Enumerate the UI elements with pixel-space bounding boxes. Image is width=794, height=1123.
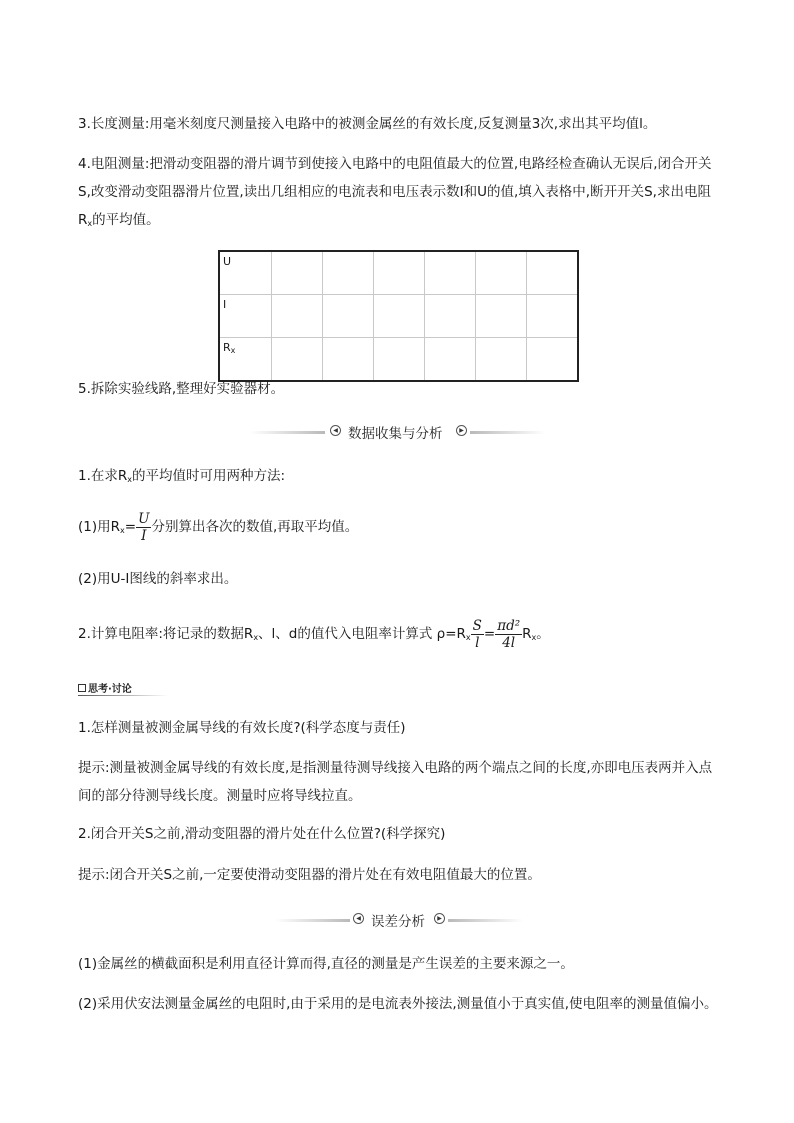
step-dismantle: 5.拆除实验线路,整理好实验器材。 [78, 381, 285, 397]
analysis-item-1: 1.在求$R_x$的平均值时可用两种方法: [78, 468, 286, 484]
section-error-analysis [250, 910, 545, 930]
analysis-method-2: (2)用U-I图线的斜率求出。 [78, 571, 238, 587]
fraction-u-over-i: $\frac{U}{I}$ [138, 510, 150, 544]
right-arrow-icon: ▶ [456, 425, 467, 436]
square-icon [78, 684, 86, 692]
table-row [219, 295, 578, 338]
row-label-rx: $R_x$ [219, 338, 272, 382]
step-resistance: 4.电阻测量:把滑动变阻器的滑片调节到使接入电路中的电阻值最大的位置,电路经检查确认无误后,闭合开关S,改变滑动变阻器滑片位置,读出几组相应的电流表和电压表示数I和U的值,填入表格中,断开开关S,求出电阻$R_x$的平均值。 [78, 156, 712, 228]
section-data-analysis [250, 422, 545, 442]
analysis-method-1: (1)用$R_x=$ $\frac{U}{I}$ 分别算出各次的数值,再取平均值。 [78, 510, 359, 544]
error-item-2: (2)采用伏安法测量金属丝的电阻时,由于采用的是电流表外接法,测量值小于真实值,使电阻率的测量值偏小。 [78, 996, 718, 1012]
error-item-1: (1)金属丝的横截面积是利用直径计算而得,直径的测量是产生误差的主要来源之一。 [78, 956, 574, 972]
section-title: 误差分析 [371, 914, 425, 930]
discussion-a1: 提示:测量被测金属导线的有效长度,是指测量待测导线接入电路的两个端点之间的长度,亦即电压表两并入点间的部分待测导线长度。测量时应将导线拉直。 [78, 760, 713, 804]
left-arrow-icon: ◀ [330, 425, 341, 436]
left-arrow-icon: ◀ [353, 913, 364, 924]
row-label-u: U [219, 251, 272, 295]
row-label-i: I [219, 295, 272, 338]
discussion-a2: 提示:闭合开关S之前,一定要使滑动变阻器的滑片处在有效电阻值最大的位置。 [78, 867, 541, 883]
discussion-q1: 1.怎样测量被测金属导线的有效长度?(科学态度与责任) [78, 720, 406, 736]
discussion-tag: 思考·讨论 [78, 680, 132, 695]
discussion-q2: 2.闭合开关S之前,滑动变阻器的滑片处在什么位置?(科学探究) [78, 826, 446, 842]
data-table [218, 250, 579, 382]
section-title: 数据收集与分析 [348, 426, 443, 442]
right-arrow-icon: ▶ [434, 913, 445, 924]
analysis-item-2: 2.计算电阻率:将记录的数据$R_x$、l、d的值代入电阻率计算式 $\rho=R_x$ $\frac{S}{l}$ = $\frac{\text{πd²}}{4l}$ $R_x$。 [78, 617, 550, 651]
fraction-pi-d-squared: $\frac{\text{πd²}}{4l}$ [497, 617, 521, 651]
table-row [219, 251, 578, 295]
step-length: 3.长度测量:用毫米刻度尺测量接入电路中的被测金属丝的有效长度,反复测量3次,求出其平均值l。 [78, 116, 657, 132]
fraction-s-over-l: $\frac{S}{l}$ [472, 617, 482, 651]
